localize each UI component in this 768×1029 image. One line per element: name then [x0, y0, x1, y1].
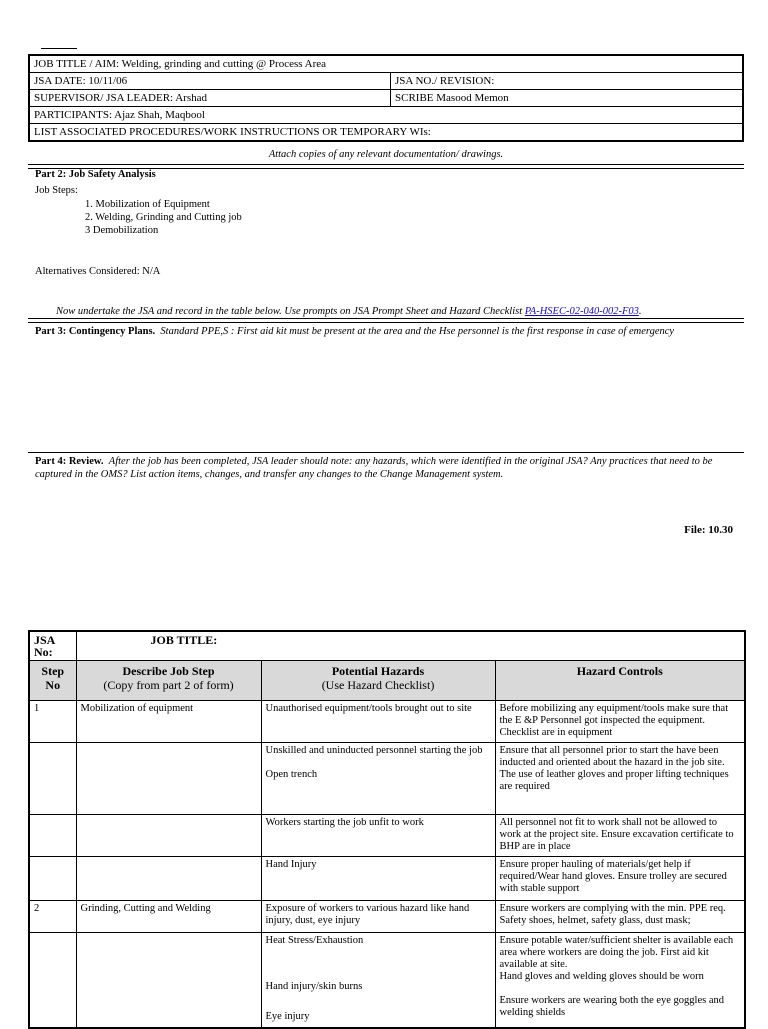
jsa-header-table	[28, 54, 744, 142]
part2-title: Part 2: Job Safety Analysis	[35, 169, 156, 180]
job-step-2: 2. Welding, Grinding and Cutting job	[85, 212, 242, 223]
jsa-date: JSA DATE: 10/11/06	[29, 73, 391, 90]
table-row: Hand Injury Ensure proper hauling of materials/get help if required/Wear hand gloves. Ensure trolley are secured with stable support	[29, 857, 745, 901]
section-divider	[28, 452, 744, 453]
table-row: 2 Grinding, Cutting and Welding Exposure of workers to various hazard like hand injury, dust, eye injury Ensure workers are complying with the min. PPE req. Safety shoes, helmet, safety glass, dust mask;	[29, 901, 745, 933]
top-rule	[41, 48, 77, 49]
supervisor: SUPERVISOR/ JSA LEADER: Arshad	[29, 90, 391, 107]
col-step-header: Step No	[29, 661, 76, 701]
table-row: Heat Stress/Exhaustion Hand injury/skin burns Eye injury Ensure potable water/sufficient shelter is available each area where workers are doing the job. First aid kit available at site. Hand gloves and welding gloves should be worn Ensure workers are wearing both the eye goggles and welding shields	[29, 933, 745, 1028]
col-hazards-header: Potential Hazards (Use Hazard Checklist)	[261, 661, 495, 701]
table-row: Workers starting the job unfit to work All personnel not fit to work shall not be allowed to work at the project site. Ensure excavation certificate to BHP are in place	[29, 815, 745, 857]
file-number: File: 10.30	[684, 524, 733, 536]
table-row: 1 Mobilization of equipment Unauthorised equipment/tools brought out to site Before mobilizing any equipment/tools make sure that the E &P Personnel got inspected the equipment. Checklist are in equipment	[29, 701, 745, 743]
alternatives-considered: Alternatives Considered: N/A	[35, 266, 161, 277]
job-title-aim: JOB TITLE / AIM: Welding, grinding and cutting @ Process Area	[29, 55, 743, 73]
col-controls-header: Hazard Controls	[495, 661, 745, 701]
table-row: Unskilled and uninducted personnel starting the job Open trench Ensure that all personnel prior to start the have been inducted and oriented about the hazard in the job site. The use of leather gloves and proper lifting techniques are required	[29, 743, 745, 815]
part3-contingency: Part 3: Contingency Plans. Standard PPE,S : First aid kit must be present at the area and the Hse personnel is the first response in case of emergency	[35, 326, 675, 337]
jsa-number-revision: JSA NO./ REVISION:	[391, 73, 744, 90]
job-steps-label: Job Steps:	[35, 185, 78, 196]
col-describe-header: Describe Job Step (Copy from part 2 of form)	[76, 661, 261, 701]
prompt-sheet-link[interactable]: PA-HSEC-02-040-002-F03	[524, 306, 639, 317]
job-step-3: 3 Demobilization	[85, 225, 159, 236]
section-divider	[28, 318, 744, 323]
jsa-no-label: JSA No:	[29, 631, 76, 661]
associated-procedures: LIST ASSOCIATED PROCEDURES/WORK INSTRUCTIONS OR TEMPORARY WIs:	[29, 124, 743, 142]
part4-review: Part 4: Review. After the job has been completed, JSA leader should note: any hazards, which were identified in the original JSA? Any practices that need to be captured in the OMS? List action items, changes, and transfer any changes to the Change Management system.	[35, 456, 713, 480]
jsa-table	[28, 630, 746, 1029]
undertake-note: Now undertake the JSA and record in the table below. Use prompts on JSA Prompt Sheet and Hazard Checklist PA-HSEC-02-040-002-F03.	[56, 306, 642, 317]
participants: PARTICIPANTS: Ajaz Shah, Maqbool	[29, 107, 743, 124]
job-step-1: 1. Mobilization of Equipment	[85, 199, 210, 210]
attach-note: Attach copies of any relevant documentation/ drawings.	[268, 149, 504, 160]
job-title-label: JOB TITLE:	[76, 631, 745, 661]
scribe: SCRIBE Masood Memon	[391, 90, 744, 107]
